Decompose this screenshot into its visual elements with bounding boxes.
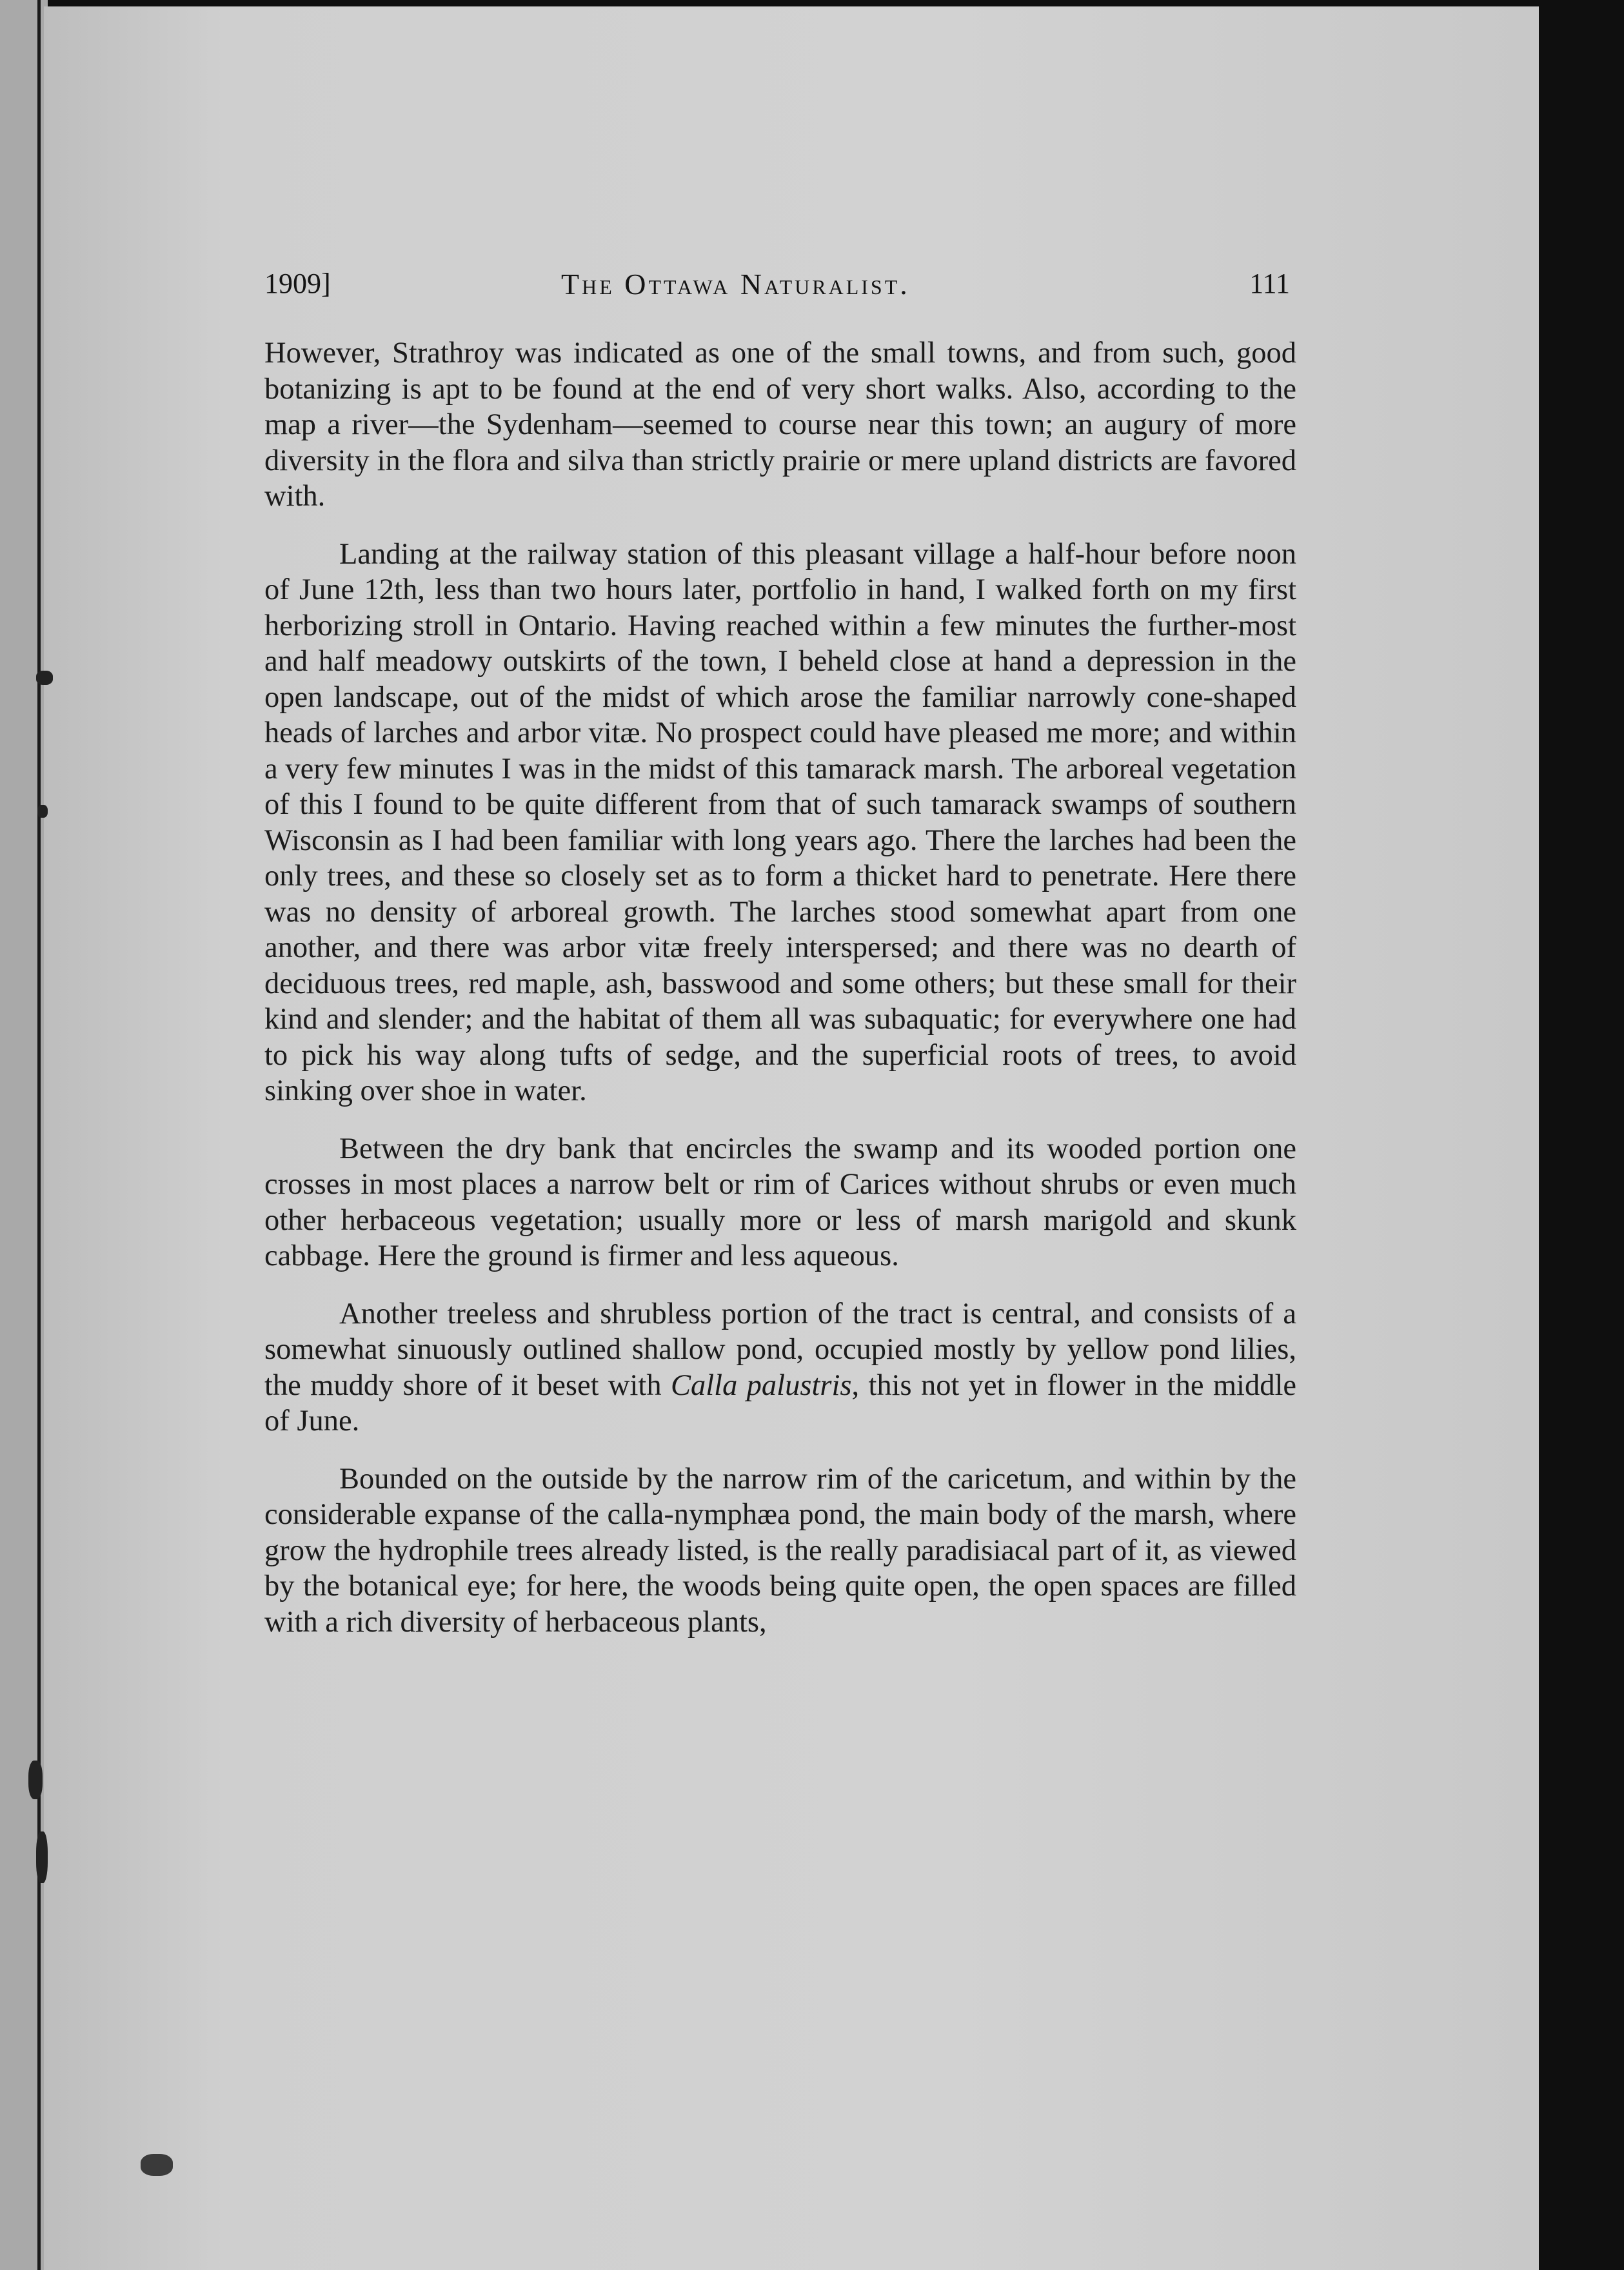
article-body: [264, 335, 1296, 1662]
page-edge-line: [37, 0, 41, 2270]
paragraph: Landing at the railway station of this pleasant village a half-hour before noon of June 12th, less than two hours later, portfolio in hand, I walked forth on my first herborizing stroll in Ontario. Having reached within a few minutes the further-most and half meadowy outskirts of the town, I beheld close at hand a depression in the open landscape, out of the midst of which arose the familiar narrowly cone-shaped heads of larches and arbor vitæ. No prospect could have pleased me more; and within a very few minutes I was in the midst of this tamarack marsh. The arboreal vegetation of this I found to be quite different from that of such tamarack swamps of southern Wisconsin as I had been familiar with long years ago. There the larches had been the only trees, and these so closely set as to form a thicket hard to penetrate. Here there was no density of arboreal growth. The larches stood somewhat apart from one another, and there was arbor vitæ freely interspersed; and there was no dearth of deciduous trees, red maple, ash, basswood and some others; but these small for their kind and slender; and the habitat of them all was subaquatic; for everywhere one had to pick his way along tufts of sedge, and the superficial roots of trees, to avoid sinking over shoe in water.: [264, 537, 1296, 1107]
paragraph: Between the dry bank that encircles the swamp and its wooded portion one crosses in most places a narrow belt or rim of Carices without shrubs or even much other herbaceous vegetation; usually more or less of marsh marigold and skunk cabbage. Here the ground is firmer and less aqueous.: [264, 1132, 1296, 1272]
margin-mark: [141, 2154, 173, 2176]
margin-mark: [36, 1831, 48, 1883]
margin-mark: [37, 805, 48, 818]
header-year: 1909]: [264, 268, 331, 299]
paragraph: [264, 1296, 1296, 1439]
paragraph: However, Strathroy was indicated as one of the small towns, and from such, good botanizing is apt to be found at the end of very short walks. Also, according to the map a river—the Sydenham—seemed to course near this town; an augury of more diversity in the flora and silva than strictly prairie or mere upland districts are favored with.: [264, 337, 1296, 513]
paragraph-text: Another treeless and shrubless portion of the tract is central, and consists of a somewhat sinuously outlined shallow pond, occupied mostly by yellow pond lilies, the muddy shore of it beset with: [264, 1297, 1296, 1402]
margin-mark: [28, 1761, 43, 1799]
margin-mark: [36, 671, 53, 685]
header-journal-title: The Ottawa Naturalist.: [561, 268, 910, 301]
species-name: Calla palustris: [670, 1368, 852, 1402]
paragraph: Bounded on the outside by the narrow rim of the caricetum, and within by the considerable expanse of the calla-nymphæa pond, the main body of the marsh, where grow the hydrophile trees already listed, is the really paradisiacal part of it, as viewed by the botanical eye; for here, the woods being quite open, the open spaces are filled with a rich diversity of herbaceous plants,: [264, 1462, 1296, 1639]
paragraph-text: , this not yet in flower in the middle of June.: [264, 1368, 1297, 1437]
header-page-number: 111: [1249, 268, 1290, 299]
running-header: [264, 261, 1290, 306]
